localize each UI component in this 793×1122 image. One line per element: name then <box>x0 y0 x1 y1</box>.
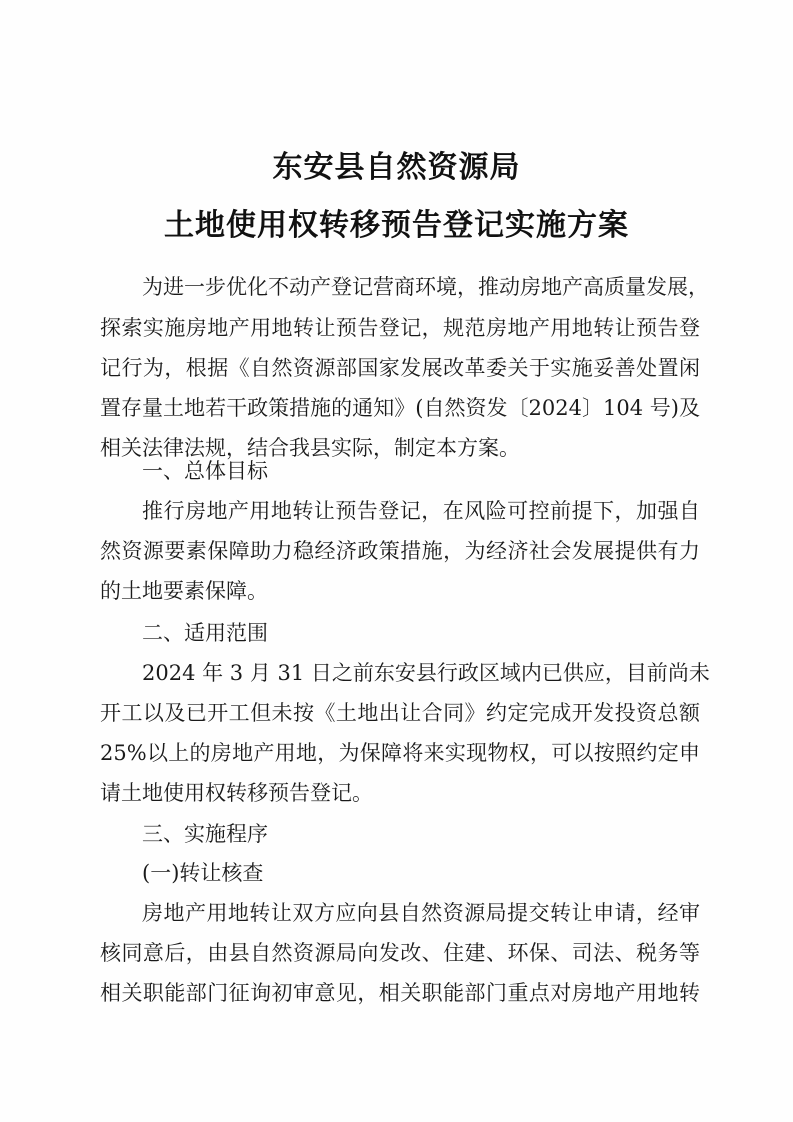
subsection-heading-transfer-review: (一)转让核查 <box>142 861 264 885</box>
section1-line: 的土地要素保障。 <box>100 579 268 603</box>
section2-line: 请土地使用权转移预告登记。 <box>100 781 373 805</box>
section3-line: 核同意后，由县自然资源局向发改、住建、环保、司法、税务等 <box>100 941 700 965</box>
document-title-line-2: 土地使用权转移预告登记实施方案 <box>164 208 629 243</box>
intro-line: 探索实施房地产用地转让预告登记，规范房地产用地转让预告登 <box>100 316 700 340</box>
intro-line: 相关法律法规，结合我县实际，制定本方案。 <box>100 436 520 460</box>
section2-line: 2024 年 3 月 31 日之前东安县行政区域内已供应，目前尚未 <box>142 661 710 685</box>
intro-line: 为进一步优化不动产登记营商环境，推动房地产高质量发展， <box>142 275 709 299</box>
section1-line: 推行房地产用地转让预告登记，在风险可控前提下，加强自 <box>142 499 700 523</box>
section3-line: 房地产用地转让双方应向县自然资源局提交转让申请，经审 <box>142 901 700 925</box>
section2-line: 25%以上的房地产用地，为保障将来实现物权，可以按照约定申 <box>100 741 700 765</box>
document-title-line-1: 东安县自然资源局 <box>272 150 521 185</box>
section-heading-procedure: 三、实施程序 <box>142 822 268 846</box>
section-heading-scope: 二、适用范围 <box>142 621 268 645</box>
section1-line: 然资源要素保障助力稳经济政策措施，为经济社会发展提供有力 <box>100 539 700 563</box>
intro-line: 记行为，根据《自然资源部国家发展改革委关于实施妥善处置闲 <box>100 356 700 380</box>
section3-line: 相关职能部门征询初审意见，相关职能部门重点对房地产用地转 <box>100 981 700 1005</box>
section-heading-goals: 一、总体目标 <box>142 459 268 483</box>
section2-line: 开工以及已开工但未按《土地出让合同》约定完成开发投资总额 <box>100 701 700 725</box>
intro-line: 置存量土地若干政策措施的通知》(自然资发〔2024〕104 号)及 <box>100 396 700 420</box>
